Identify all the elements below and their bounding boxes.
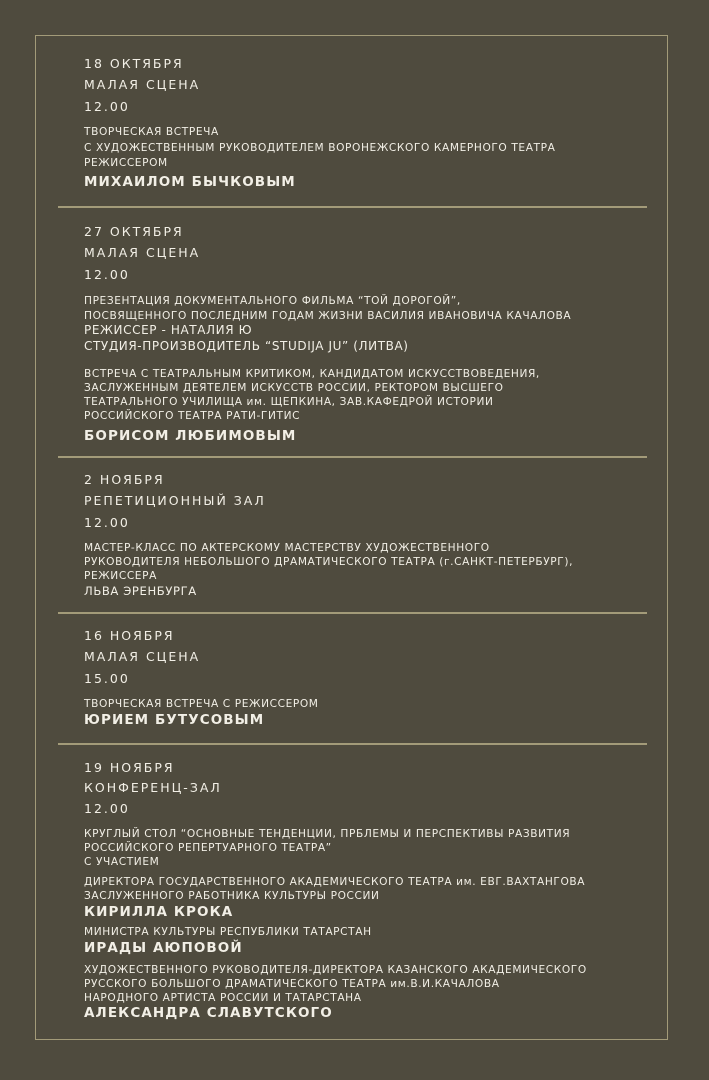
guest-role-line: РУССКОГО БОЛЬШОГО ДРАМАТИЧЕСКОГО ТЕАТРА им.В.И.КАЧАЛОВА xyxy=(84,978,500,990)
event-person: БОРИСОМ ЛЮБИМОВЫМ xyxy=(84,428,297,444)
event-desc-line: РЕЖИССЕРА xyxy=(84,570,157,582)
event-desc-line: ТВОРЧЕСКАЯ ВСТРЕЧА С РЕЖИССЕРОМ xyxy=(84,698,319,710)
event-person: ЮРИЕМ БУТУСОВЫМ xyxy=(84,712,265,728)
event-desc-line: ВСТРЕЧА С ТЕАТРАЛЬНЫМ КРИТИКОМ, КАНДИДАТОМ ИСКУССТВОВЕДЕНИЯ, xyxy=(84,368,540,380)
event-venue: МАЛАЯ СЦЕНА xyxy=(84,245,201,260)
separator xyxy=(58,612,647,614)
event-venue: РЕПЕТИЦИОННЫЙ ЗАЛ xyxy=(84,493,266,508)
film-line: ПОСВЯЩЕННОГО ПОСЛЕДНИМ ГОДАМ ЖИЗНИ ВАСИЛИЯ ИВАНОВИЧА КАЧАЛОВА xyxy=(84,310,572,322)
event-time: 12.00 xyxy=(84,99,130,114)
event-time: 12.00 xyxy=(84,515,130,530)
event-time: 12.00 xyxy=(84,267,130,282)
event-desc-line: РОССИЙСКОГО ТЕАТРА РАТИ-ГИТИС xyxy=(84,410,301,422)
event-person: ЛЬВА ЭРЕНБУРГА xyxy=(84,584,197,598)
separator xyxy=(58,456,647,458)
event-date: 16 НОЯБРЯ xyxy=(84,628,175,643)
separator xyxy=(58,206,647,208)
guest-role-line: МИНИСТРА КУЛЬТУРЫ РЕСПУБЛИКИ ТАТАРСТАН xyxy=(84,926,372,938)
event-desc-line: РОССИЙСКОГО РЕПЕРТУАРНОГО ТЕАТРА” xyxy=(84,842,332,854)
event-desc-line: ТВОРЧЕСКАЯ ВСТРЕЧА xyxy=(84,126,219,138)
event-desc-line: РУКОВОДИТЕЛЯ НЕБОЛЬШОГО ДРАМАТИЧЕСКОГО ТЕАТРА (г.САНКТ-ПЕТЕРБУРГ), xyxy=(84,556,574,568)
film-studio: СТУДИЯ-ПРОИЗВОДИТЕЛЬ “STUDIJA JU” (ЛИТВА) xyxy=(84,339,409,353)
guest-role-line: НАРОДНОГО АРТИСТА РОССИИ И ТАТАРСТАНА xyxy=(84,992,362,1004)
event-person: МИХАИЛОМ БЫЧКОВЫМ xyxy=(84,174,296,190)
guest-role-line: ДИРЕКТОРА ГОСУДАРСТВЕННОГО АКАДЕМИЧЕСКОГО ТЕАТРА им. ЕВГ.ВАХТАНГОВА xyxy=(84,876,586,888)
event-venue: КОНФЕРЕНЦ-ЗАЛ xyxy=(84,780,222,795)
event-desc-line: ЗАСЛУЖЕННЫМ ДЕЯТЕЛЕМ ИСКУССТВ РОССИИ, РЕКТОРОМ ВЫСШЕГО xyxy=(84,382,504,394)
guest-name: ИРАДЫ АЮПОВОЙ xyxy=(84,940,243,956)
film-line: ПРЕЗЕНТАЦИЯ ДОКУМЕНТАЛЬНОГО ФИЛЬМА “ТОЙ ДОРОГОЙ”, xyxy=(84,295,461,307)
event-desc-line: МАСТЕР-КЛАСС ПО АКТЕРСКОМУ МАСТЕРСТВУ ХУДОЖЕСТВЕННОГО xyxy=(84,542,490,554)
event-desc-line: С ХУДОЖЕСТВЕННЫМ РУКОВОДИТЕЛЕМ ВОРОНЕЖСКОГО КАМЕРНОГО ТЕАТРА xyxy=(84,142,556,154)
guest-name: КИРИЛЛА КРОКА xyxy=(84,904,234,920)
event-time: 12.00 xyxy=(84,801,130,816)
separator xyxy=(58,743,647,745)
film-director: РЕЖИССЕР - НАТАЛИЯ Ю xyxy=(84,323,253,337)
guest-role-line: ЗАСЛУЖЕННОГО РАБОТНИКА КУЛЬТУРЫ РОССИИ xyxy=(84,890,380,902)
event-desc-line: РЕЖИССЕРОМ xyxy=(84,157,168,169)
event-date: 18 ОКТЯБРЯ xyxy=(84,56,184,71)
event-desc-line: ТЕАТРАЛЬНОГО УЧИЛИЩА им. ЩЕПКИНА, ЗАВ.КАФЕДРОЙ ИСТОРИИ xyxy=(84,396,494,408)
event-date: 27 ОКТЯБРЯ xyxy=(84,224,184,239)
guest-role-line: ХУДОЖЕСТВЕННОГО РУКОВОДИТЕЛЯ-ДИРЕКТОРА КАЗАНСКОГО АКАДЕМИЧЕСКОГО xyxy=(84,964,587,976)
event-time: 15.00 xyxy=(84,671,130,686)
event-date: 2 НОЯБРЯ xyxy=(84,472,165,487)
event-desc-line: С УЧАСТИЕМ xyxy=(84,856,160,868)
event-venue: МАЛАЯ СЦЕНА xyxy=(84,649,201,664)
event-date: 19 НОЯБРЯ xyxy=(84,760,175,775)
event-venue: МАЛАЯ СЦЕНА xyxy=(84,77,201,92)
guest-name: АЛЕКСАНДРА СЛАВУТСКОГО xyxy=(84,1005,333,1021)
event-desc-line: КРУГЛЫЙ СТОЛ “ОСНОВНЫЕ ТЕНДЕНЦИИ, ПРБЛЕМЫ И ПЕРСПЕКТИВЫ РАЗВИТИЯ xyxy=(84,828,571,840)
